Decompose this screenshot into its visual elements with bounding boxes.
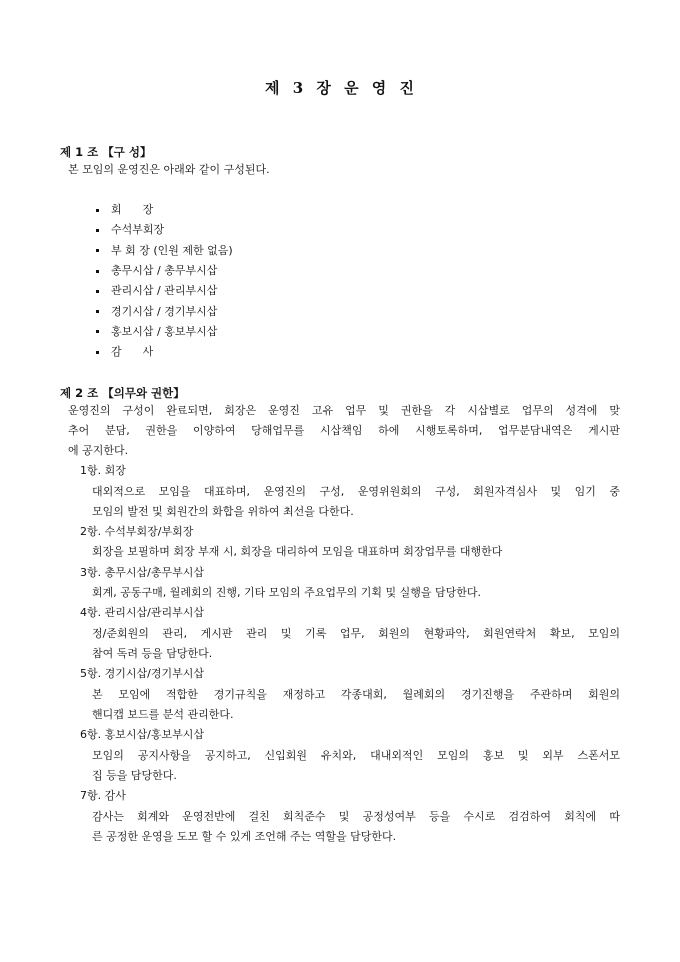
bullet-icon [96,351,99,354]
list-item: 회 장 [96,200,233,220]
article-1-intro: 본 모임의 운영진은 아래와 같이 구성된다. [68,163,270,176]
list-item: 부 회 장 (인원 제한 없음) [96,241,233,261]
member-list [96,200,233,362]
clause-text: 회계, 공동구매, 월례회의 진행, 기타 모임의 주요업무의 기획 및 실행을 담당한다. [92,586,481,599]
bullet-icon [96,209,99,212]
list-item: 경기시삽 / 경기부시삽 [96,301,233,321]
bullet-icon [96,330,99,333]
article-2-intro-line: 에 공지한다. [68,444,129,457]
list-item: 홍보시삽 / 홍보부시삽 [96,322,233,342]
clause-text: 모임의 공지사항을 공지하고, 신입회원 유치와, 대내외적인 모임의 홍보 및 외부 스폰서모 [92,749,620,762]
clause-title: 6항. 홍보시삽/홍보부시삽 [80,728,204,741]
bullet-icon [96,270,99,273]
clause-text: 핸디캡 보드를 분석 관리한다. [92,708,234,721]
clause-text: 대외적으로 모임을 대표하며, 운영진의 구성, 운영위원회의 구성, 회원자격심사 및 임기 중 [92,485,620,498]
clause-text: 회장을 보필하며 회장 부재 시, 회장을 대리하여 모임을 대표하며 회장업무를 대행한다 [92,545,503,558]
clause-text: 정/준회원의 관리, 게시판 관리 및 기록 업무, 회원의 현황파악, 회원연락처 확보, 모임의 [92,627,620,640]
clause-title: 7항. 감사 [80,789,126,802]
clause-text: 감사는 회계와 운영전반에 걸친 회칙준수 및 공정성여부 등을 수시로 검검하여 회칙에 따 [92,810,620,823]
clause-text: 본 모임에 적합한 경기규칙을 재정하고 각종대회, 월례회의 경기진행을 주관하며 회원의 [92,688,620,701]
bullet-icon [96,290,99,293]
clause-title: 5항. 경기시삽/경기부시삽 [80,667,204,680]
list-item: 감 사 [96,342,233,362]
clause-title: 2항. 수석부회장/부회장 [80,525,194,538]
clause-text: 른 공정한 운영을 도모 할 수 있게 조언해 주는 역할을 담당한다. [92,830,397,843]
article-2-intro-line: 운영진의 구성이 완료되면, 회장은 운영진 고유 업무 및 권한을 각 시삽별로 업무의 성격에 맞 [68,404,620,417]
bullet-icon [96,229,99,232]
article-1-heading: 제 1 조 【구 성】 [60,145,152,159]
chapter-title: 제 3 장 운 영 진 [265,79,415,97]
clause-title: 3항. 총무시삽/총무부시삽 [80,566,204,579]
clause-text: 집 등을 담당한다. [92,769,177,782]
bullet-icon [96,310,99,313]
list-item: 총무시삽 / 총무부시삽 [96,261,233,281]
clause-title: 1항. 회장 [80,464,126,477]
clause-text: 참여 독려 등을 담당한다. [92,647,213,660]
article-2-intro-line: 추어 분담, 권한을 이양하여 당해업무를 시삽책임 하에 시행토록하며, 업무분담내역은 게시판 [68,424,620,437]
article-2-heading: 제 2 조 【의무와 권한】 [60,386,185,400]
list-item: 수석부회장 [96,220,233,240]
list-item: 관리시삽 / 관리부시삽 [96,281,233,301]
clause-title: 4항. 관리시삽/관리부시삽 [80,606,204,619]
bullet-icon [96,249,99,252]
clause-text: 모임의 발전 및 회원간의 화합을 위하여 최선을 다한다. [92,505,354,518]
